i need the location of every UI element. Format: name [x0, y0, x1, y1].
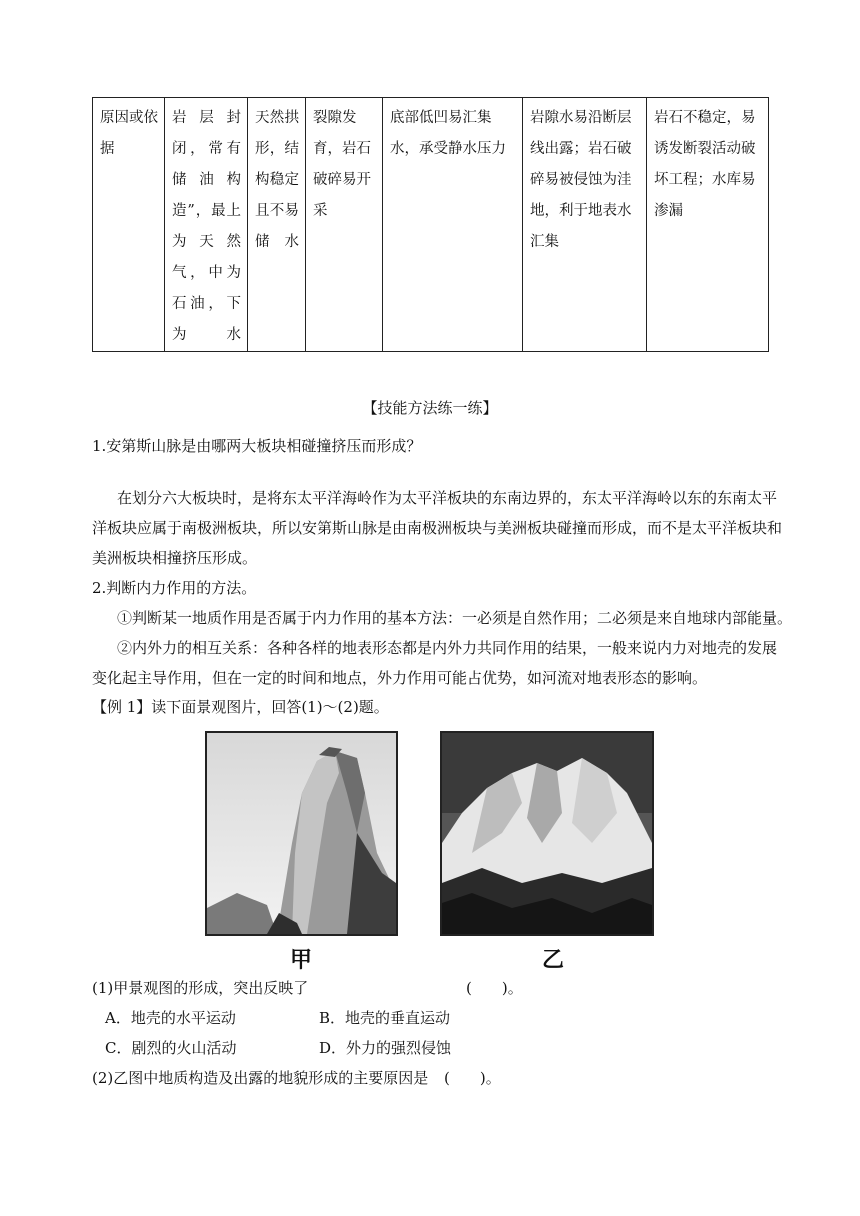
section-title: 【技能方法练一练】 [362, 399, 498, 417]
row-header-cell: 原因或依据 [93, 98, 165, 352]
method-point-2-cont: 变化起主导作用，但在一定的时间和地点，外力作用可能占优势，如河流对地表形态的影响。 [92, 669, 708, 687]
sub-question-1: (1)甲景观图的形成，突出反映了 [92, 979, 309, 997]
table-cell: 岩隙水易沿断层线出露；岩石破碎易被侵蚀为洼地，利于地表水汇集 [523, 98, 647, 352]
table-cell: 岩石不稳定，易诱发断裂活动破坏工程；水库易渗漏 [647, 98, 769, 352]
table-row [93, 98, 769, 352]
question-2-title: 2.判断内力作用的方法。 [92, 579, 257, 597]
landscape-photo-yi [440, 731, 654, 936]
example-intro: 【例 1】读下面景观图片，回答(1)～(2)题。 [92, 698, 389, 716]
geology-table [92, 97, 769, 352]
answer-blank: ( )。 [444, 1069, 501, 1087]
photo-label-yi: 乙 [542, 948, 565, 973]
table-cell: 底部低凹易汇集水，承受静水压力 [383, 98, 523, 352]
answer-blank: ( )。 [466, 979, 523, 997]
photo-label-jia: 甲 [290, 948, 313, 973]
answer-line: 美洲板块相撞挤压形成。 [92, 549, 258, 567]
question-1-title: 1.安第斯山脉是由哪两大板块相碰撞挤压而形成？ [92, 437, 422, 455]
table-cell: 岩层封闭，常有储油构造”，最上为天然气，中为石油，下为水 [165, 98, 248, 352]
option-d: D．外力的强烈侵蚀 [319, 1039, 452, 1057]
option-a: A．地壳的水平运动 [105, 1009, 236, 1027]
table-cell: 裂隙发育，岩石破碎易开采 [306, 98, 383, 352]
method-point-1: ①判断某一地质作用是否属于内力作用的基本方法：一必须是自然作用；二必须是来自地球内部能量。 [117, 609, 793, 627]
sub-question-2: (2)乙图中地质构造及出露的地貌形成的主要原因是 [92, 1069, 429, 1087]
answer-line: 洋板块应属于南极洲板块，所以安第斯山脉是由南极洲板块与美洲板块碰撞而形成，而不是太平洋板块和 [92, 519, 783, 537]
option-b: B．地壳的垂直运动 [319, 1009, 451, 1027]
option-c: C．剧烈的火山活动 [105, 1039, 237, 1057]
method-point-2: ②内外力的相互关系：各种各样的地表形态都是内外力共同作用的结果，一般来说内力对地壳的发展 [117, 639, 778, 657]
answer-line: 在划分六大板块时，是将东太平洋海岭作为太平洋板块的东南边界的，东太平洋海岭以东的东南太平 [117, 489, 778, 507]
table-cell: 天然拱形，结构稳定且不易储水 [248, 98, 306, 352]
landscape-photo-jia [205, 731, 398, 936]
